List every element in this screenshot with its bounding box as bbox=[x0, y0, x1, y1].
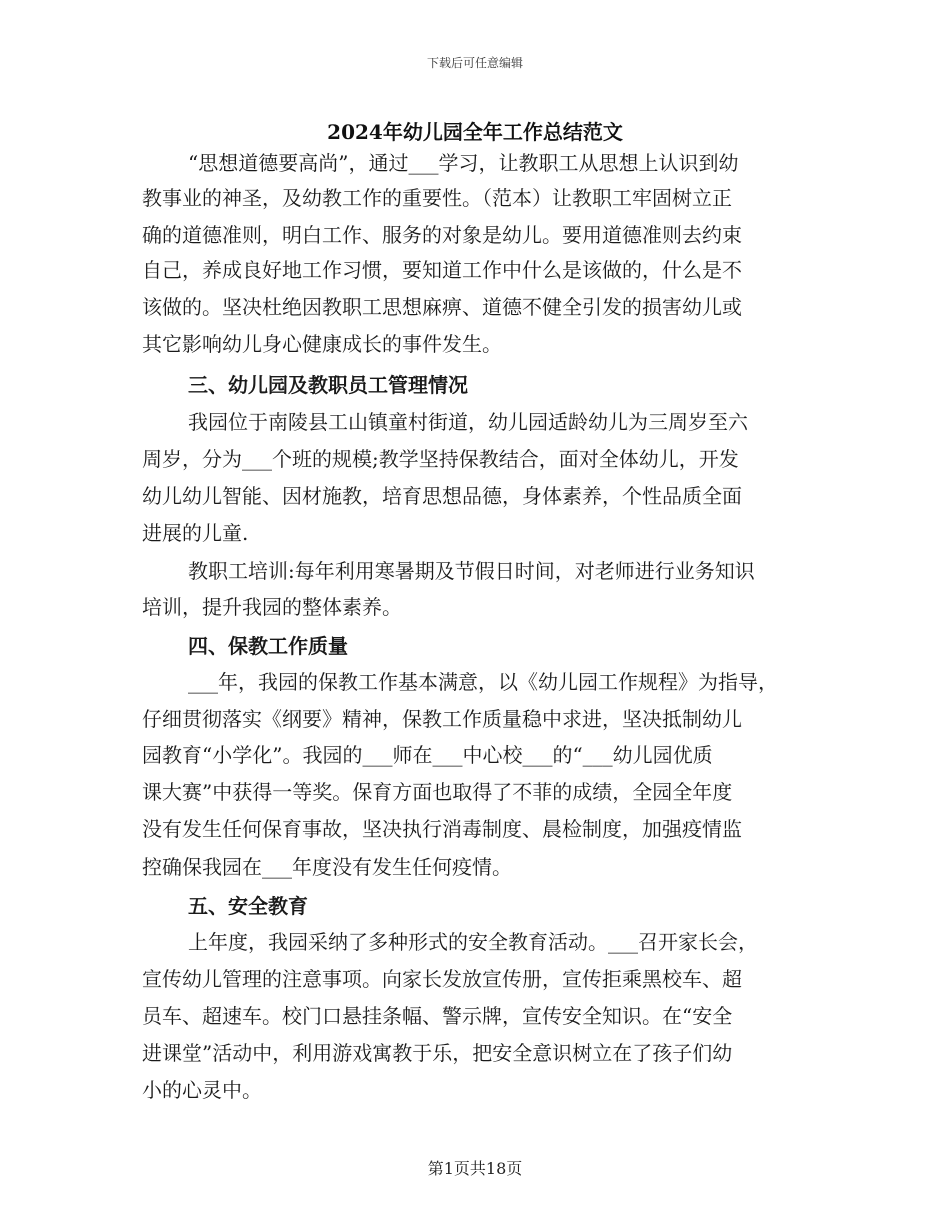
paragraph-line: 教职工培训:每年利用寒暑期及节假日时间，对老师进行业务知识 bbox=[188, 559, 755, 583]
section-heading: 三、幼儿园及教职员工管理情况 bbox=[188, 373, 468, 397]
paragraph-line: 上年度，我园采纳了多种形式的安全教育活动。___召开家长会， bbox=[188, 930, 758, 954]
paragraph-line: ___年，我园的保教工作基本满意，以《幼儿园工作规程》为指导， bbox=[188, 670, 778, 694]
paragraph-line: 教事业的神圣，及幼教工作的重要性。（范本）让教职工牢固树立正 bbox=[142, 186, 732, 210]
paragraph-line: 员车、超速车。校门口悬挂条幅、警示牌，宣传安全知识。在“安全 bbox=[142, 1004, 733, 1028]
paragraph-line: 没有发生任何保育事故，坚决执行消毒制度、晨检制度，加强疫情监 bbox=[142, 817, 742, 841]
paragraph-line: 自己，养成良好地工作习惯，要知道工作中什么是该做的，什么是不 bbox=[142, 258, 742, 282]
paragraph-line: 宣传幼儿管理的注意事项。向家长发放宣传册，宣传拒乘黑校车、超 bbox=[142, 967, 742, 991]
paragraph-line: 控确保我园在___年度没有发生任何疫情。 bbox=[142, 855, 512, 879]
paragraph-line: 培训，提升我园的整体素养。 bbox=[142, 595, 402, 619]
section-heading: 五、安全教育 bbox=[188, 894, 308, 918]
paragraph-line: 仔细贯彻落实《纲要》精神，保教工作质量稳中求进，坚决抵制幼儿 bbox=[142, 707, 742, 731]
paragraph-line: 我园位于南陵县工山镇童村街道，幼儿园适龄幼儿为三周岁至六 bbox=[188, 410, 748, 434]
paragraph-line: 小的心灵中。 bbox=[142, 1078, 262, 1102]
paragraph-line: 园教育“小学化”。我园的___师在___中心校___的“___幼儿园优质 bbox=[142, 743, 713, 767]
section-heading: 四、保教工作质量 bbox=[188, 634, 348, 658]
paragraph-line: 确的道德准则，明白工作、服务的对象是幼儿。要用道德准则去约束 bbox=[142, 223, 742, 247]
paragraph-line: 课大赛”中获得一等奖。保育方面也取得了不菲的成绩，全园全年度 bbox=[142, 780, 733, 804]
header-note: 下载后可任意编辑 bbox=[426, 56, 523, 70]
paragraph-line: 其它影响幼儿身心健康成长的事件发生。 bbox=[142, 332, 502, 356]
paragraph-line: 该做的。坚决杜绝因教职工思想麻痹、道德不健全引发的损害幼儿或 bbox=[142, 295, 742, 319]
paragraph-line: 周岁，分为___个班的规模;教学坚持保教结合，面对全体幼儿，开发 bbox=[142, 447, 739, 471]
paragraph-line: 进课堂”活动中，利用游戏寓教于乐，把安全意识树立在了孩子们幼 bbox=[142, 1041, 733, 1065]
document-title: 2024年幼儿园全年工作总结范文 bbox=[327, 120, 623, 144]
paragraph-line: 幼儿幼儿智能、因材施教，培育思想品德，身体素养，个性品质全面 bbox=[142, 484, 742, 508]
paragraph-line: “思想道德要高尚”，通过___学习，让教职工从思想上认识到幼 bbox=[188, 151, 739, 175]
paragraph-line: 进展的儿童. bbox=[142, 521, 249, 545]
page-number: 第1页共18页 bbox=[427, 1159, 523, 1178]
